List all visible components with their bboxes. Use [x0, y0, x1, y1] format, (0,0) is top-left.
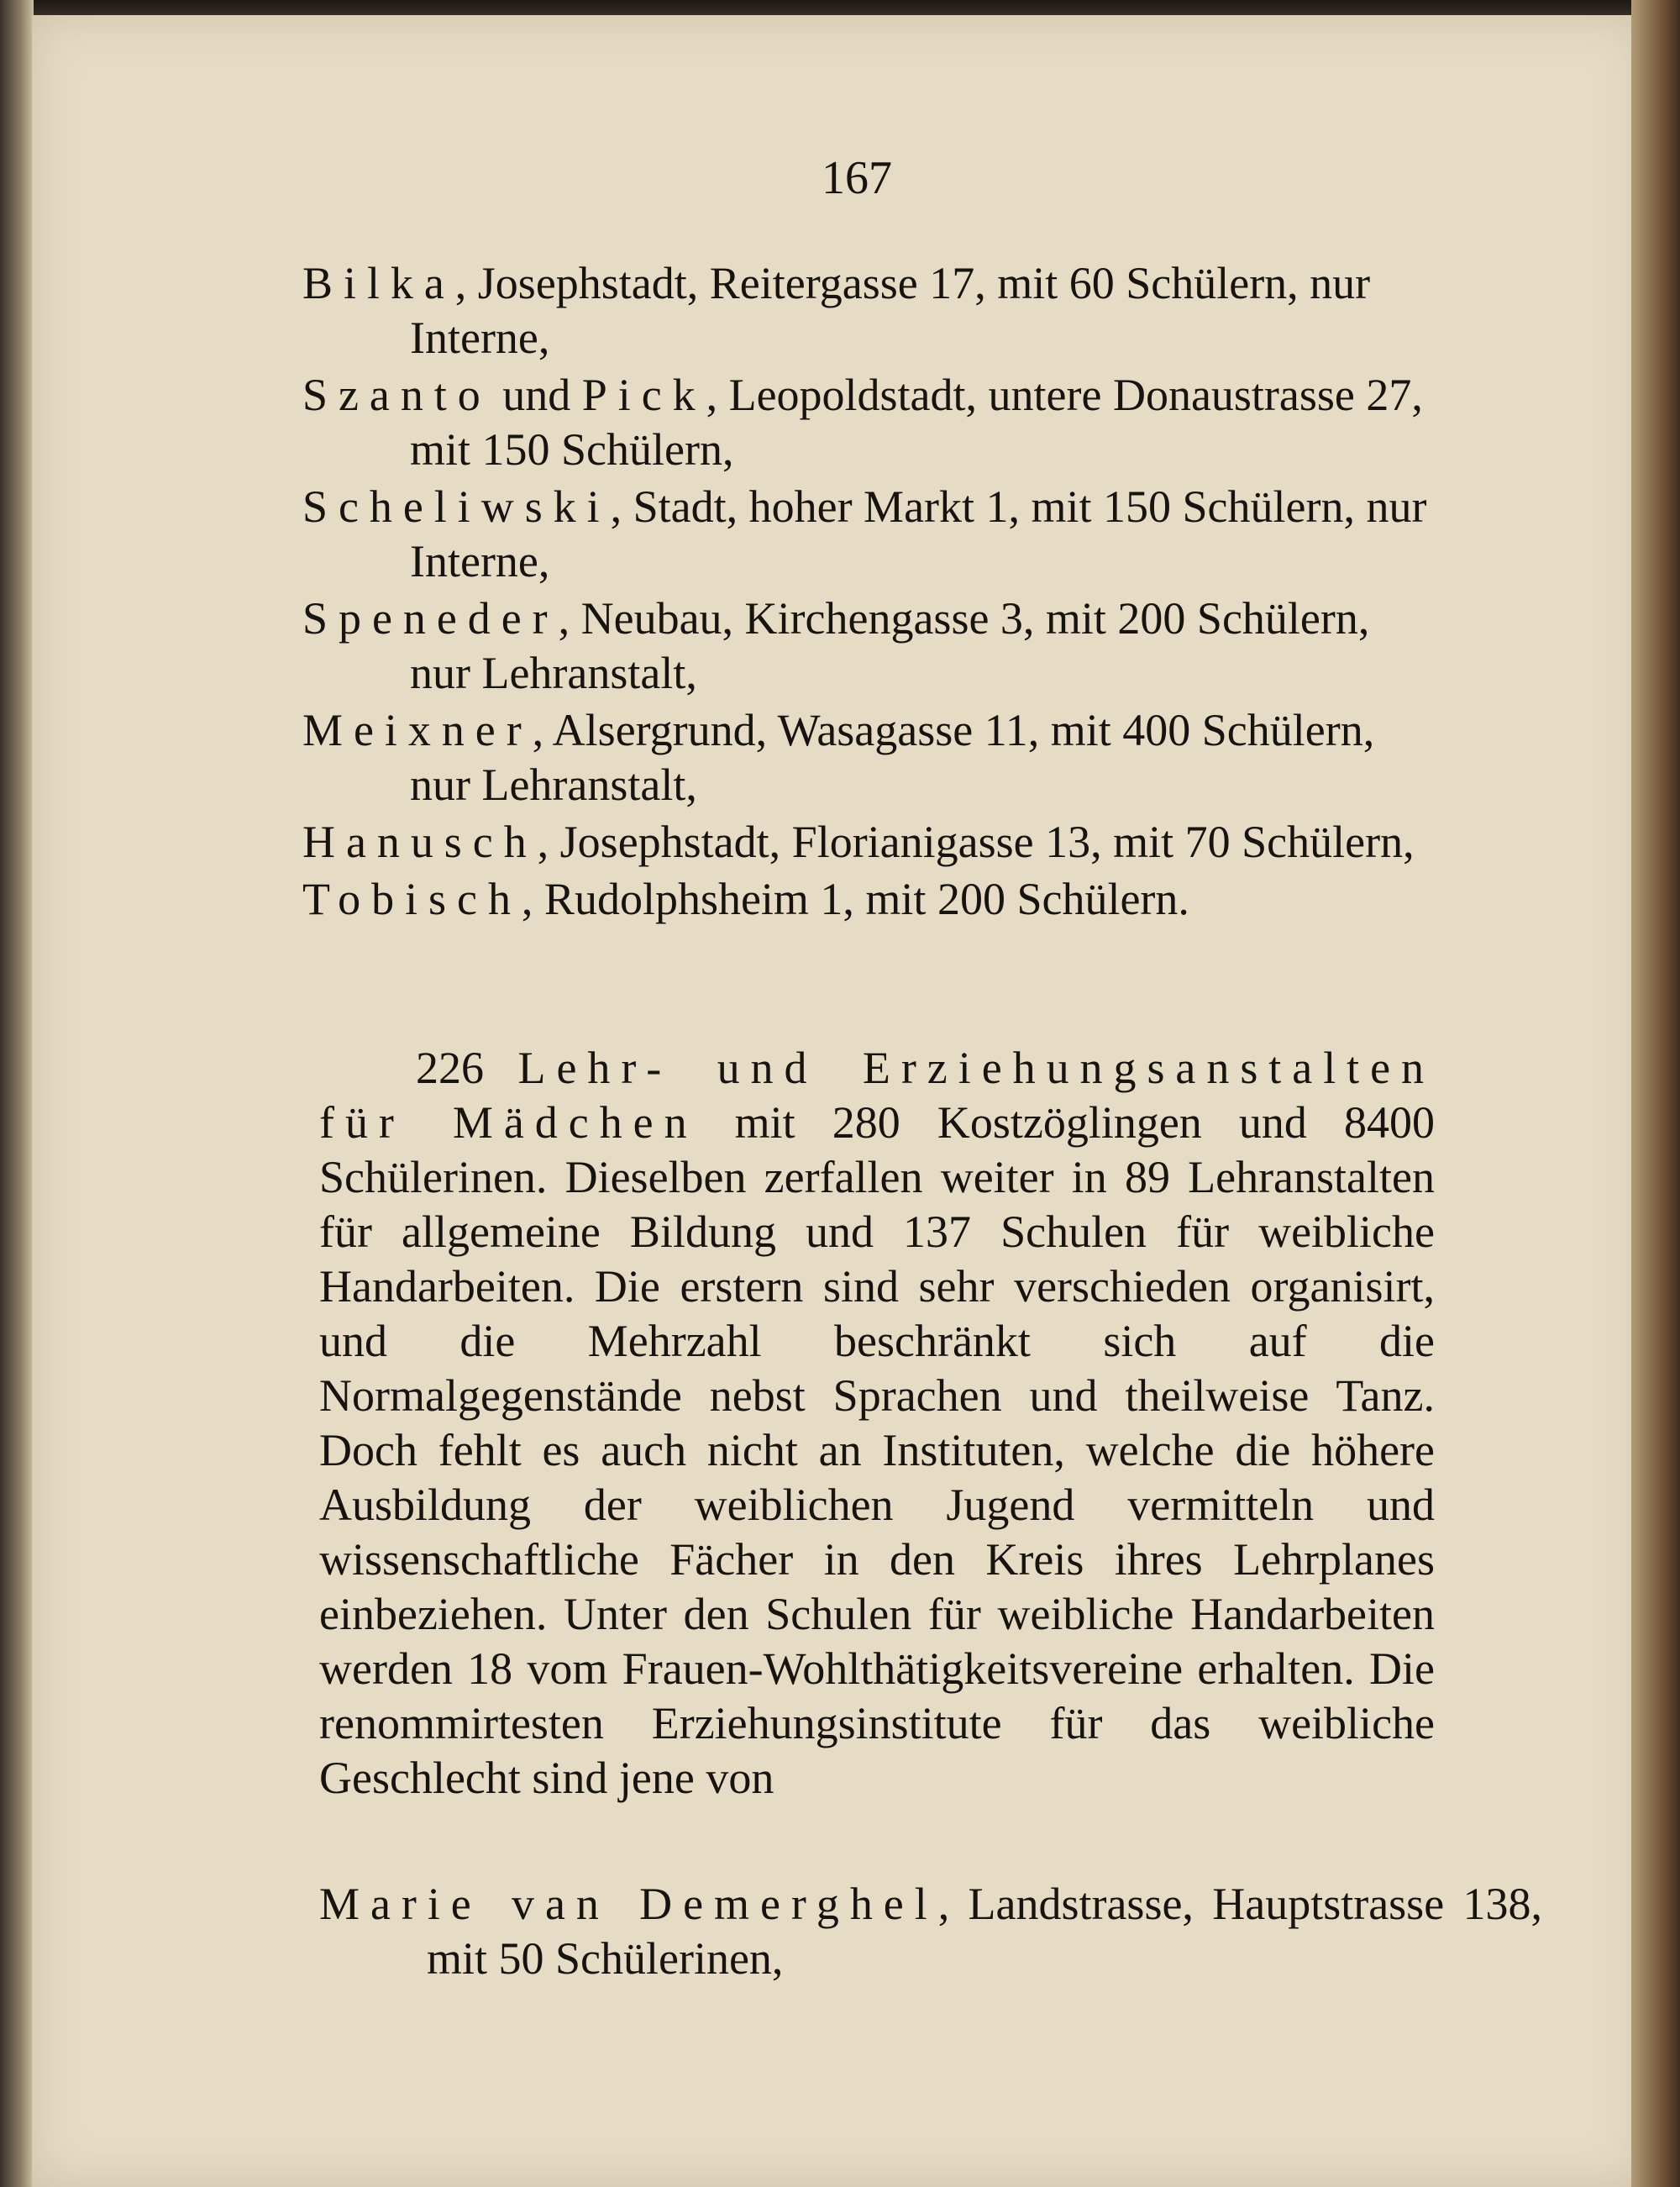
school-name-2: Pick — [581, 370, 706, 420]
school-details: , Josephstadt, Florianigasse 13, mit 70 Schülern, — [537, 817, 1415, 867]
school-details: , Rudolphsheim 1, mit 200 Schülern. — [521, 874, 1189, 924]
list-item — [302, 872, 1432, 927]
page-number: 167 — [822, 152, 892, 204]
list-item — [302, 480, 1432, 589]
school-name: Scheliwski — [302, 481, 611, 532]
school-name: Speneder — [302, 593, 559, 644]
school-details: , Alsergrund, Wasagasse 11, mit 400 Schülern, nur Lehranstalt, — [410, 705, 1375, 810]
school-name: Hanusch — [302, 817, 538, 867]
school-name: Bilka — [302, 258, 455, 308]
school-details: , Stadt, hoher Markt 1, mit 150 Schülern, nur Interne, — [410, 481, 1427, 586]
book-left-edge — [0, 0, 34, 2187]
name-connector: und — [491, 370, 582, 420]
list-item — [302, 256, 1432, 365]
girls-schools-paragraph — [319, 1041, 1435, 1806]
school-name: Marie van Demerghel — [319, 1879, 938, 1929]
school-details: , Josephstadt, Reitergasse 17, mit 60 Schülern, nur Interne, — [410, 258, 1371, 363]
school-details: , Leopoldstadt, untere Donaustrasse 27, mit 150 Schülern, — [410, 370, 1423, 475]
paragraph-body: mit 280 Kostzöglingen und 8400 Schülerinen. Dieselben zerfallen weiter in 89 Lehranstalten für allgemeine Bildung und 137 Schulen für weibliche Handarbeiten. Die erstern sind sehr verschieden organisirt, und die Mehrzahl beschränkt sich auf die Normalgegenstände nebst Sprachen und theilweise Tanz. Doch fehlt es auch nicht an Instituten, welche die höhere Ausbildung der weiblichen Jugend vermitteln und wissenschaftliche Fächer in den Kreis ihres Lehrplanes einbeziehen. Unter den Schulen für weibliche Handarbeiten werden 18 vom Frauen-Wohlthätigkeitsvereine erhalten. Die renommirtesten Erziehungsinstitute für das weibliche Geschlecht sind jene von — [319, 1097, 1435, 1803]
school-name: Tobisch — [302, 874, 522, 924]
school-name: Szanto — [302, 370, 491, 420]
school-details: , Landstrasse, Hauptstrasse 138, mit 50 Schülerinen, — [427, 1879, 1542, 1984]
school-details: , Neubau, Kirchengasse 3, mit 200 Schülern, nur Lehranstalt, — [410, 593, 1370, 698]
book-right-edge — [1631, 0, 1680, 2187]
paragraph-heading: Lehr- und Erziehungsanstalten für Mädchen — [319, 1043, 1436, 1148]
list-item — [319, 1877, 1542, 1986]
list-item — [302, 815, 1432, 870]
list-item — [302, 368, 1432, 477]
list-item — [302, 703, 1432, 812]
school-list — [302, 256, 1432, 929]
list-item — [302, 591, 1432, 701]
paragraph-count: 226 — [416, 1043, 518, 1093]
school-name: Meixner — [302, 705, 533, 755]
